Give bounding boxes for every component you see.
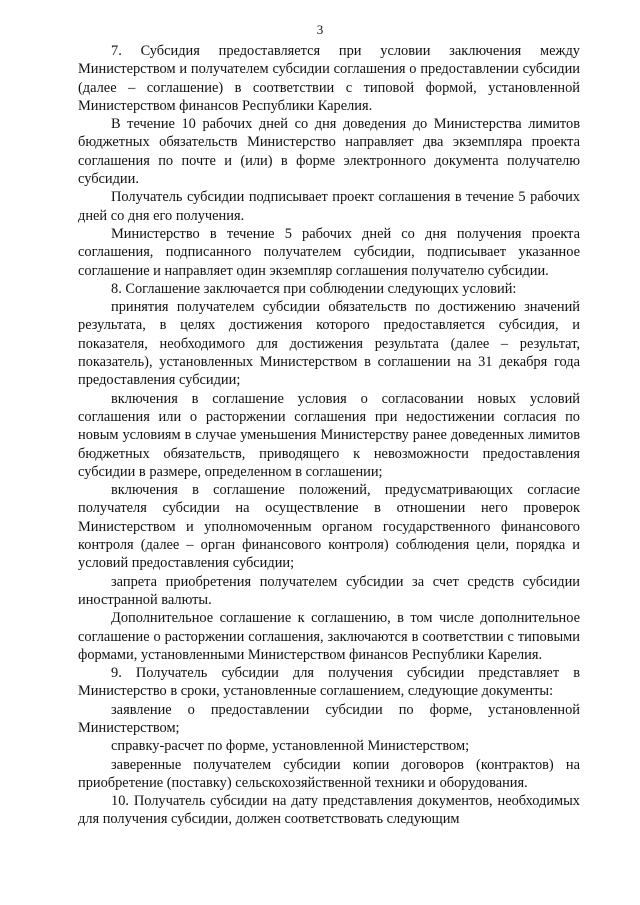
paragraph-additional-agreement: Дополнительное соглашение к соглашению, в том числе дополнительное соглашение о расторжении соглашения, заключаются в соответствии с типовыми формами, установленными Министерством финансов Республики Карелия. [78,610,580,663]
document-calculation: справку-расчет по форме, установленной Министерством; [111,738,470,755]
document-body [78,42,580,829]
paragraph-10: 10. Получатель субсидии на дату представления документов, необходимых для получения субсидии, должен соответствовать следующим [78,793,580,828]
condition-new-terms: включения в соглашение условия о согласовании новых условий соглашения или о расторжении соглашения при недостижении согласия по новым условиям в случае уменьшения Министерству ранее доведенных лимитов бюджетных обязательств, приводящего к невозможности предоставления субсидии в размере, определенном в соглашении; [78,390,580,480]
paragraph-7-term: В течение 10 рабочих дней со дня доведения до Министерства лимитов бюджетных обязательств Министерство направляет два экземпляра проекта соглашения по почте и (или) в форме электронного документа получателю субсидии. [78,116,580,188]
paragraph-7: 7. Субсидия предоставляется при условии заключения между Министерством и получателем субсидии соглашения о предоставлении субсидии (далее – соглашение) в соответствии с типовой формой, установленной Министерством финансов Республики Карелия. [78,43,580,114]
condition-result-obligations: принятия получателем субсидии обязательств по достижению значений результата, в целях достижения которого предоставляется субсидия, и показателя, необходимого для достижения результата (далее – результат, показатель), установленных Министерством в соглашении на 31 декабря года предоставления субсидии; [78,299,580,389]
page-number: 3 [316,22,324,37]
document-application: заявление о предоставлении субсидии по форме, установленной Министерством; [78,701,580,736]
paragraph-8: 8. Соглашение заключается при соблюдении следующих условий: [111,280,517,297]
paragraph-9: 9. Получатель субсидии для получения субсидии представляет в Министерство в сроки, установленные соглашением, следующие документы: [78,665,580,700]
condition-inspections-consent: включения в соглашение положений, предусматривающих согласие получателя субсидии на осуществление в отношении него проверок Министерством и уполномоченным органом государственного финансового контроля (далее – орган финансового контроля) соблюдения цели, порядка и условий предоставления субсидии; [78,482,580,572]
document-contract-copies: заверенные получателем субсидии копии договоров (контрактов) на приобретение (поставку) сельскохозяйственной техники и оборудования. [78,756,580,791]
paragraph-7-signing: Получатель субсидии подписывает проект соглашения в течение 5 рабочих дней со дня его получения. [78,189,580,224]
condition-currency-ban: запрета приобретения получателем субсидии за счет средств субсидии иностранной валюты. [78,573,580,608]
paragraph-7-ministry-signing: Министерство в течение 5 рабочих дней со дня получения проекта соглашения, подписанного получателем субсидии, подписывает указанное соглашение и направляет один экземпляр соглашения получателю субсидии. [78,225,580,279]
